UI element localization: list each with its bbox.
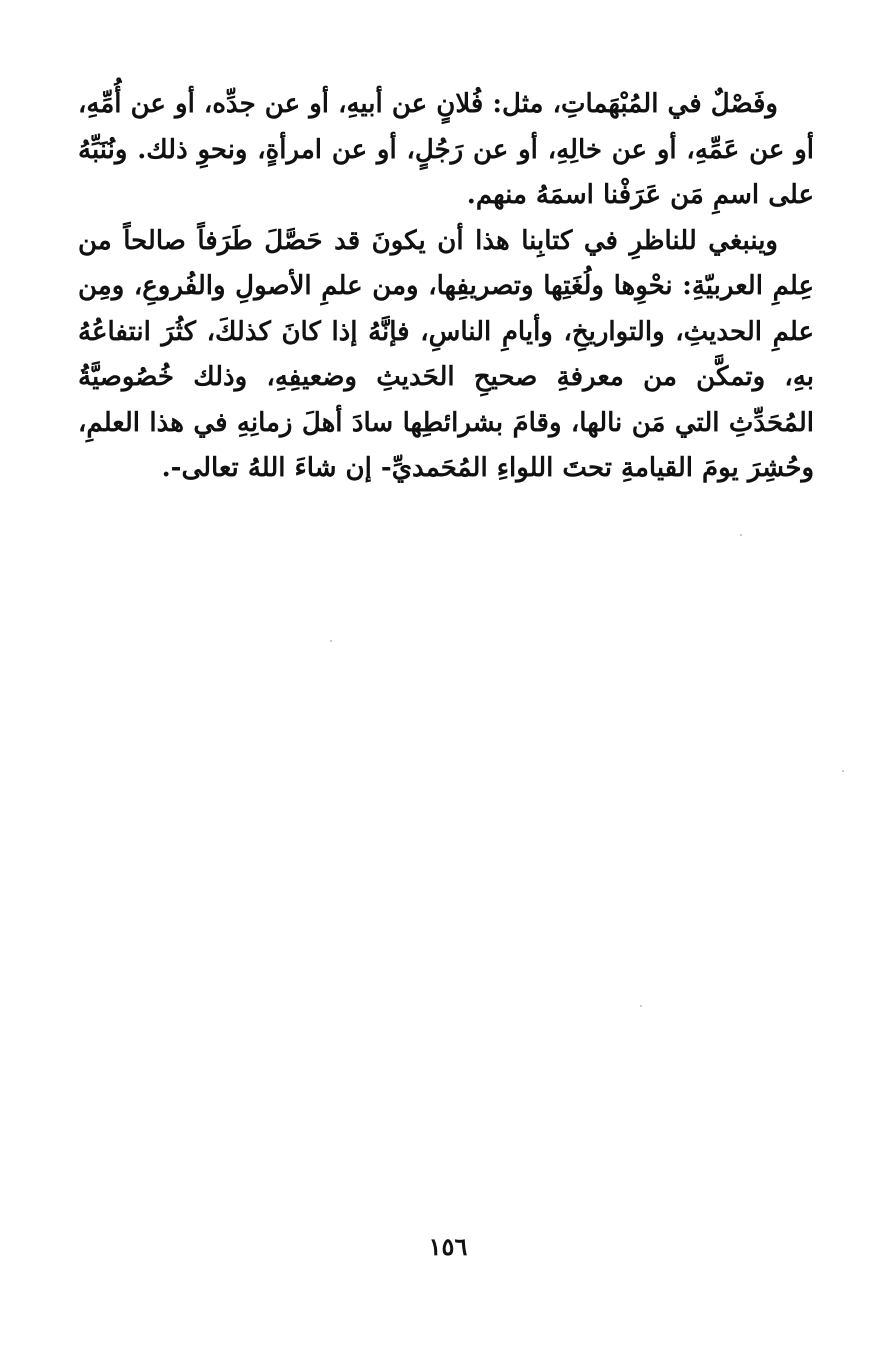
- scan-speck: [740, 534, 742, 536]
- body-text: [78, 82, 814, 492]
- page-number: ١٥٦: [428, 1232, 468, 1261]
- paragraph-2: وينبغي للناظرِ في كتابِنا هذا أن يكونَ قد حَصَّلَ طَرَفاً صالحاً من عِلمِ العربيّةِ: نحْوِها ولُغَتِها وتصريفِها، ومن علمِ الأصولِ والفُروعِ، ومِن علمِ الحديثِ، والتواريخِ، وأيامِ الناسِ، فإنَّهُ إذا كانَ كذلكَ، كثُرَ انتفاعُهُ بهِ، وتمكَّن من معرفةِ صحيحِ الحَديثِ وضعيفِهِ، وذلك خُصُوصيَّةُ المُحَدِّثِ التي مَن نالها، وقامَ بشرائطِها سادَ أهلَ زمانِهِ في هذا العلمِ، وحُشِرَ يومَ القيامةِ تحتَ اللواءِ المُحَمديِّ- إن شاءَ اللهُ تعالى-.: [78, 225, 814, 483]
- scan-speck: [330, 640, 332, 642]
- paragraph-1: وفَصْلٌ في المُبْهَماتِ، مثل: فُلانٍ عن أبيهِ، أو عن جدِّه، أو عن أُمِّهِ، أو عن عَمِّهِ، أو عن خالِهِ، أو عن رَجُلٍ، أو عن امرأةٍ، ونحوِ ذلك. ونُنَبِّهُ على اسمِ مَن عَرَفْنا اسمَهُ منهم.: [78, 89, 814, 210]
- scan-speck: [640, 1005, 642, 1007]
- scan-speck: [842, 770, 844, 772]
